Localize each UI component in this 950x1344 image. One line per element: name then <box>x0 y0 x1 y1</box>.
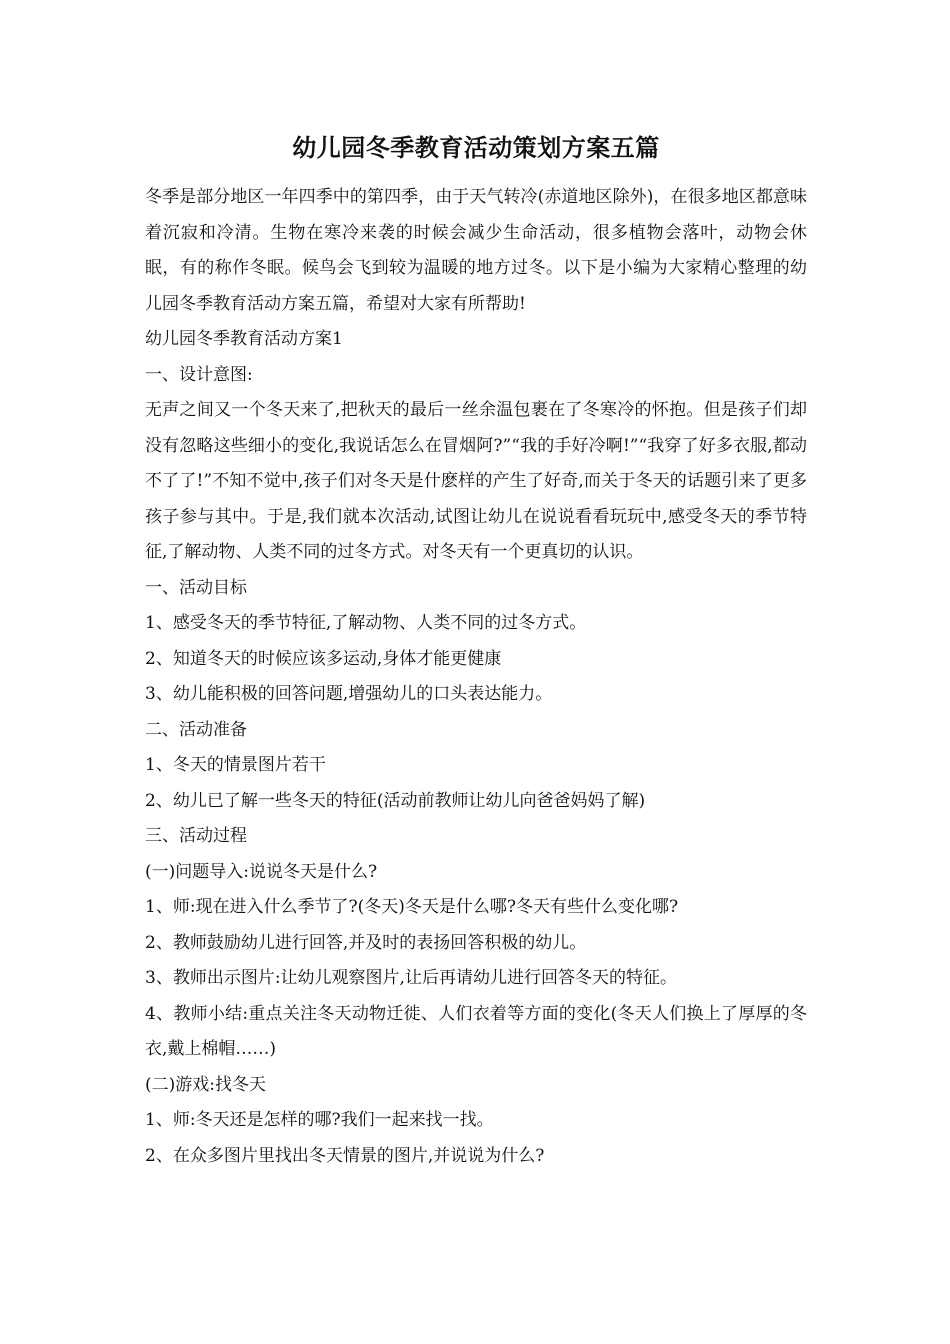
process-item-4: 4、教师小结:重点关注冬天动物迁徙、人们衣着等方面的变化(冬天人们换上了厚厚的冬衣,戴上棉帽……) <box>145 1003 807 1059</box>
goal-item-2: 2、知道冬天的时候应该多运动,身体才能更健康 <box>145 648 502 669</box>
game-item-2: 2、在众多图片里找出冬天情景的图片,并说说为什么? <box>145 1145 545 1166</box>
section-heading-plan-1: 幼儿园冬季教育活动方案1 <box>145 329 343 349</box>
heading-activity-prep: 二、活动准备 <box>145 719 247 740</box>
subheading-question-intro: (一)问题导入:说说冬天是什么? <box>145 861 378 882</box>
process-item-1: 1、师:现在进入什么季节了?(冬天)冬天是什么哪?冬天有些什么变化哪? <box>145 897 679 917</box>
document-title: 幼儿园冬季教育活动策划方案五篇 <box>292 133 660 162</box>
prep-item-2: 2、幼儿已了解一些冬天的特征(活动前教师让幼儿向爸爸妈妈了解) <box>145 790 646 811</box>
subheading-game: (二)游戏:找冬天 <box>145 1074 266 1095</box>
process-item-3: 3、教师出示图片:让幼儿观察图片,让后再请幼儿进行回答冬天的特征。 <box>145 968 677 988</box>
process-item-2: 2、教师鼓励幼儿进行回答,并及时的表扬回答积极的幼儿。 <box>145 932 587 953</box>
design-intent-paragraph: 无声之间又一个冬天来了,把秋天的最后一丝余温包裹在了冬寒冷的怀抱。但是孩子们却没有忽略这些细小的变化,我说话怎么在冒烟阿?”“我的手好冷啊!”“我穿了好多衣服,都动不了了!”不知不觉中,孩子们对冬天是什麽样的产生了好奇,而关于冬天的话题引来了更多孩子参与其中。于是,我们就本次活动,试图让幼儿在说说看看玩玩中,感受冬天的季节特征,了解动物、人类不同的过冬方式。对冬天有一个更真切的认识。 <box>145 400 807 562</box>
game-item-1: 1、师:冬天还是怎样的哪?我们一起来找一找。 <box>145 1110 494 1130</box>
goal-item-3: 3、幼儿能积极的回答问题,增强幼儿的口头表达能力。 <box>145 684 553 704</box>
document-page <box>145 128 807 1174</box>
heading-activity-goals: 一、活动目标 <box>145 577 247 598</box>
prep-item-1: 1、冬天的情景图片若干 <box>145 755 326 775</box>
intro-paragraph: 冬季是部分地区一年四季中的第四季，由于天气转冷(赤道地区除外)，在很多地区都意味着沉寂和冷清。生物在寒冷来袭的时候会减少生命活动，很多植物会落叶，动物会休眠，有的称作冬眠。候鸟会飞到较为温暖的地方过冬。以下是小编为大家精心整理的幼儿园冬季教育活动方案五篇，希望对大家有所帮助! <box>145 187 807 314</box>
heading-activity-process: 三、活动过程 <box>145 826 247 846</box>
heading-design-intent: 一、设计意图: <box>145 364 253 385</box>
goal-item-1: 1、感受冬天的季节特征,了解动物、人类不同的过冬方式。 <box>145 613 587 633</box>
